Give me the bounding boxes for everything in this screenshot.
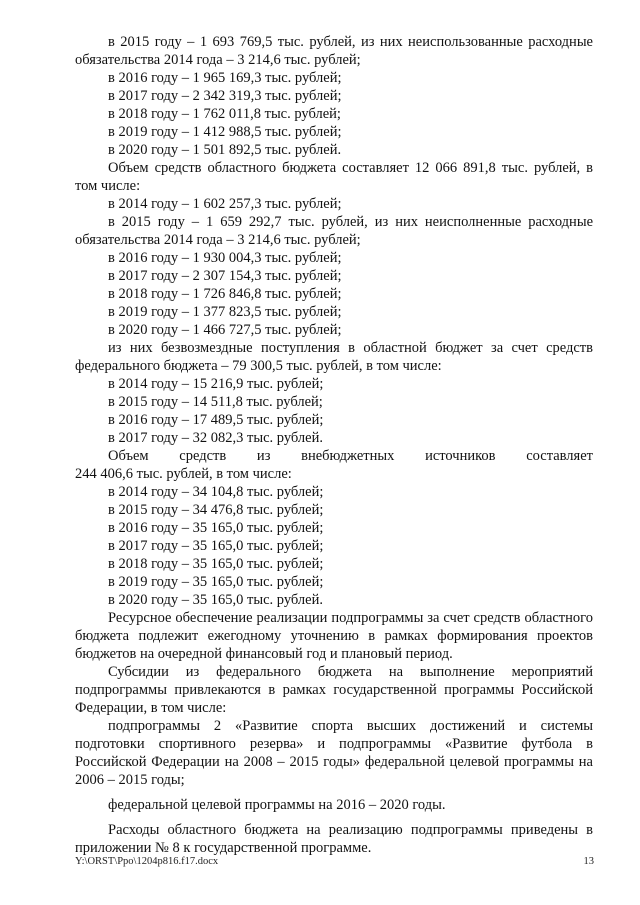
list-item: в 2016 году – 17 489,5 тыс. рублей; xyxy=(108,412,324,428)
list-item: в 2017 году – 2 342 319,3 тыс. рублей; xyxy=(108,88,342,104)
list-item: в 2020 году – 1 501 892,5 тыс. рублей. xyxy=(108,142,342,158)
list-item: в 2017 году – 2 307 154,3 тыс. рублей; xyxy=(108,268,342,284)
paragraph: Ресурсное обеспечение реализации подпрограммы за счет средств областного бюджета подлежит ежегодному уточнению в рамках формирования проектов бюджетов на очередной финансовый год и плановый период. xyxy=(75,610,593,662)
list-item: в 2019 году – 1 412 988,5 тыс. рублей; xyxy=(108,124,342,140)
paragraph: из них безвозмездные поступления в областной бюджет за счет средств федерального бюджета – 79 300,5 тыс. рублей, в том числе: xyxy=(75,340,593,374)
paragraph: подпрограммы 2 «Развитие спорта высших достижений и системы подготовки спортивного резерва» и подпрограммы «Развитие футбола в Российской Федерации на 2008 – 2015 годы» федеральной целевой программы на 2006 – 2015 годы; xyxy=(75,718,593,788)
list-item: в 2014 году – 34 104,8 тыс. рублей; xyxy=(108,484,324,500)
list-item: в 2014 году – 1 602 257,3 тыс. рублей; xyxy=(108,196,342,212)
list-item: в 2018 году – 1 726 846,8 тыс. рублей; xyxy=(108,286,342,302)
paragraph-continuation: 244 406,6 тыс. рублей, в том числе: xyxy=(75,466,292,482)
paragraph: Объем средств областного бюджета составляет 12 066 891,8 тыс. рублей, в том числе: xyxy=(75,160,593,194)
list-item: в 2017 году – 32 082,3 тыс. рублей. xyxy=(108,430,323,446)
page-footer xyxy=(75,856,594,867)
paragraph: в 2015 году – 1 659 292,7 тыс. рублей, из них неисполненные расходные обязательства 2014 года – 3 214,6 тыс. рублей; xyxy=(75,214,593,248)
list-item: в 2016 году – 35 165,0 тыс. рублей; xyxy=(108,520,324,536)
list-item: в 2018 году – 1 762 011,8 тыс. рублей; xyxy=(108,106,341,122)
list-item: в 2017 году – 35 165,0 тыс. рублей; xyxy=(108,538,324,554)
document-body xyxy=(75,33,593,857)
paragraph: Субсидии из федерального бюджета на выполнение мероприятий подпрограммы привлекаются в рамках государственной программы Российской Федерации, в том числе: xyxy=(75,664,593,716)
page-number: 13 xyxy=(583,856,594,867)
list-item: в 2020 году – 35 165,0 тыс. рублей. xyxy=(108,592,323,608)
paragraph: в 2015 году – 1 693 769,5 тыс. рублей, из них неиспользованные расходные обязательства 2014 года – 3 214,6 тыс. рублей; xyxy=(75,34,593,68)
list-item: в 2020 году – 1 466 727,5 тыс. рублей; xyxy=(108,322,342,338)
list-item: в 2018 году – 35 165,0 тыс. рублей; xyxy=(108,556,324,572)
list-item: в 2019 году – 1 377 823,5 тыс. рублей; xyxy=(108,304,342,320)
list-item: в 2016 году – 1 965 169,3 тыс. рублей; xyxy=(108,70,342,86)
paragraph: Объем средств из внебюджетных источников составляет xyxy=(108,448,593,464)
list-item: федеральной целевой программы на 2016 – 2020 годы. xyxy=(108,797,446,813)
list-item: в 2014 году – 15 216,9 тыс. рублей; xyxy=(108,376,324,392)
list-item: в 2016 году – 1 930 004,3 тыс. рублей; xyxy=(108,250,342,266)
list-item: в 2015 году – 14 511,8 тыс. рублей; xyxy=(108,394,323,410)
list-item: в 2015 году – 34 476,8 тыс. рублей; xyxy=(108,502,324,518)
list-item: в 2019 году – 35 165,0 тыс. рублей; xyxy=(108,574,324,590)
paragraph: Расходы областного бюджета на реализацию подпрограммы приведены в приложении № 8 к государственной программе. xyxy=(75,822,593,856)
file-path: Y:\ORST\Ppo\1204p816.f17.docx xyxy=(75,856,219,867)
